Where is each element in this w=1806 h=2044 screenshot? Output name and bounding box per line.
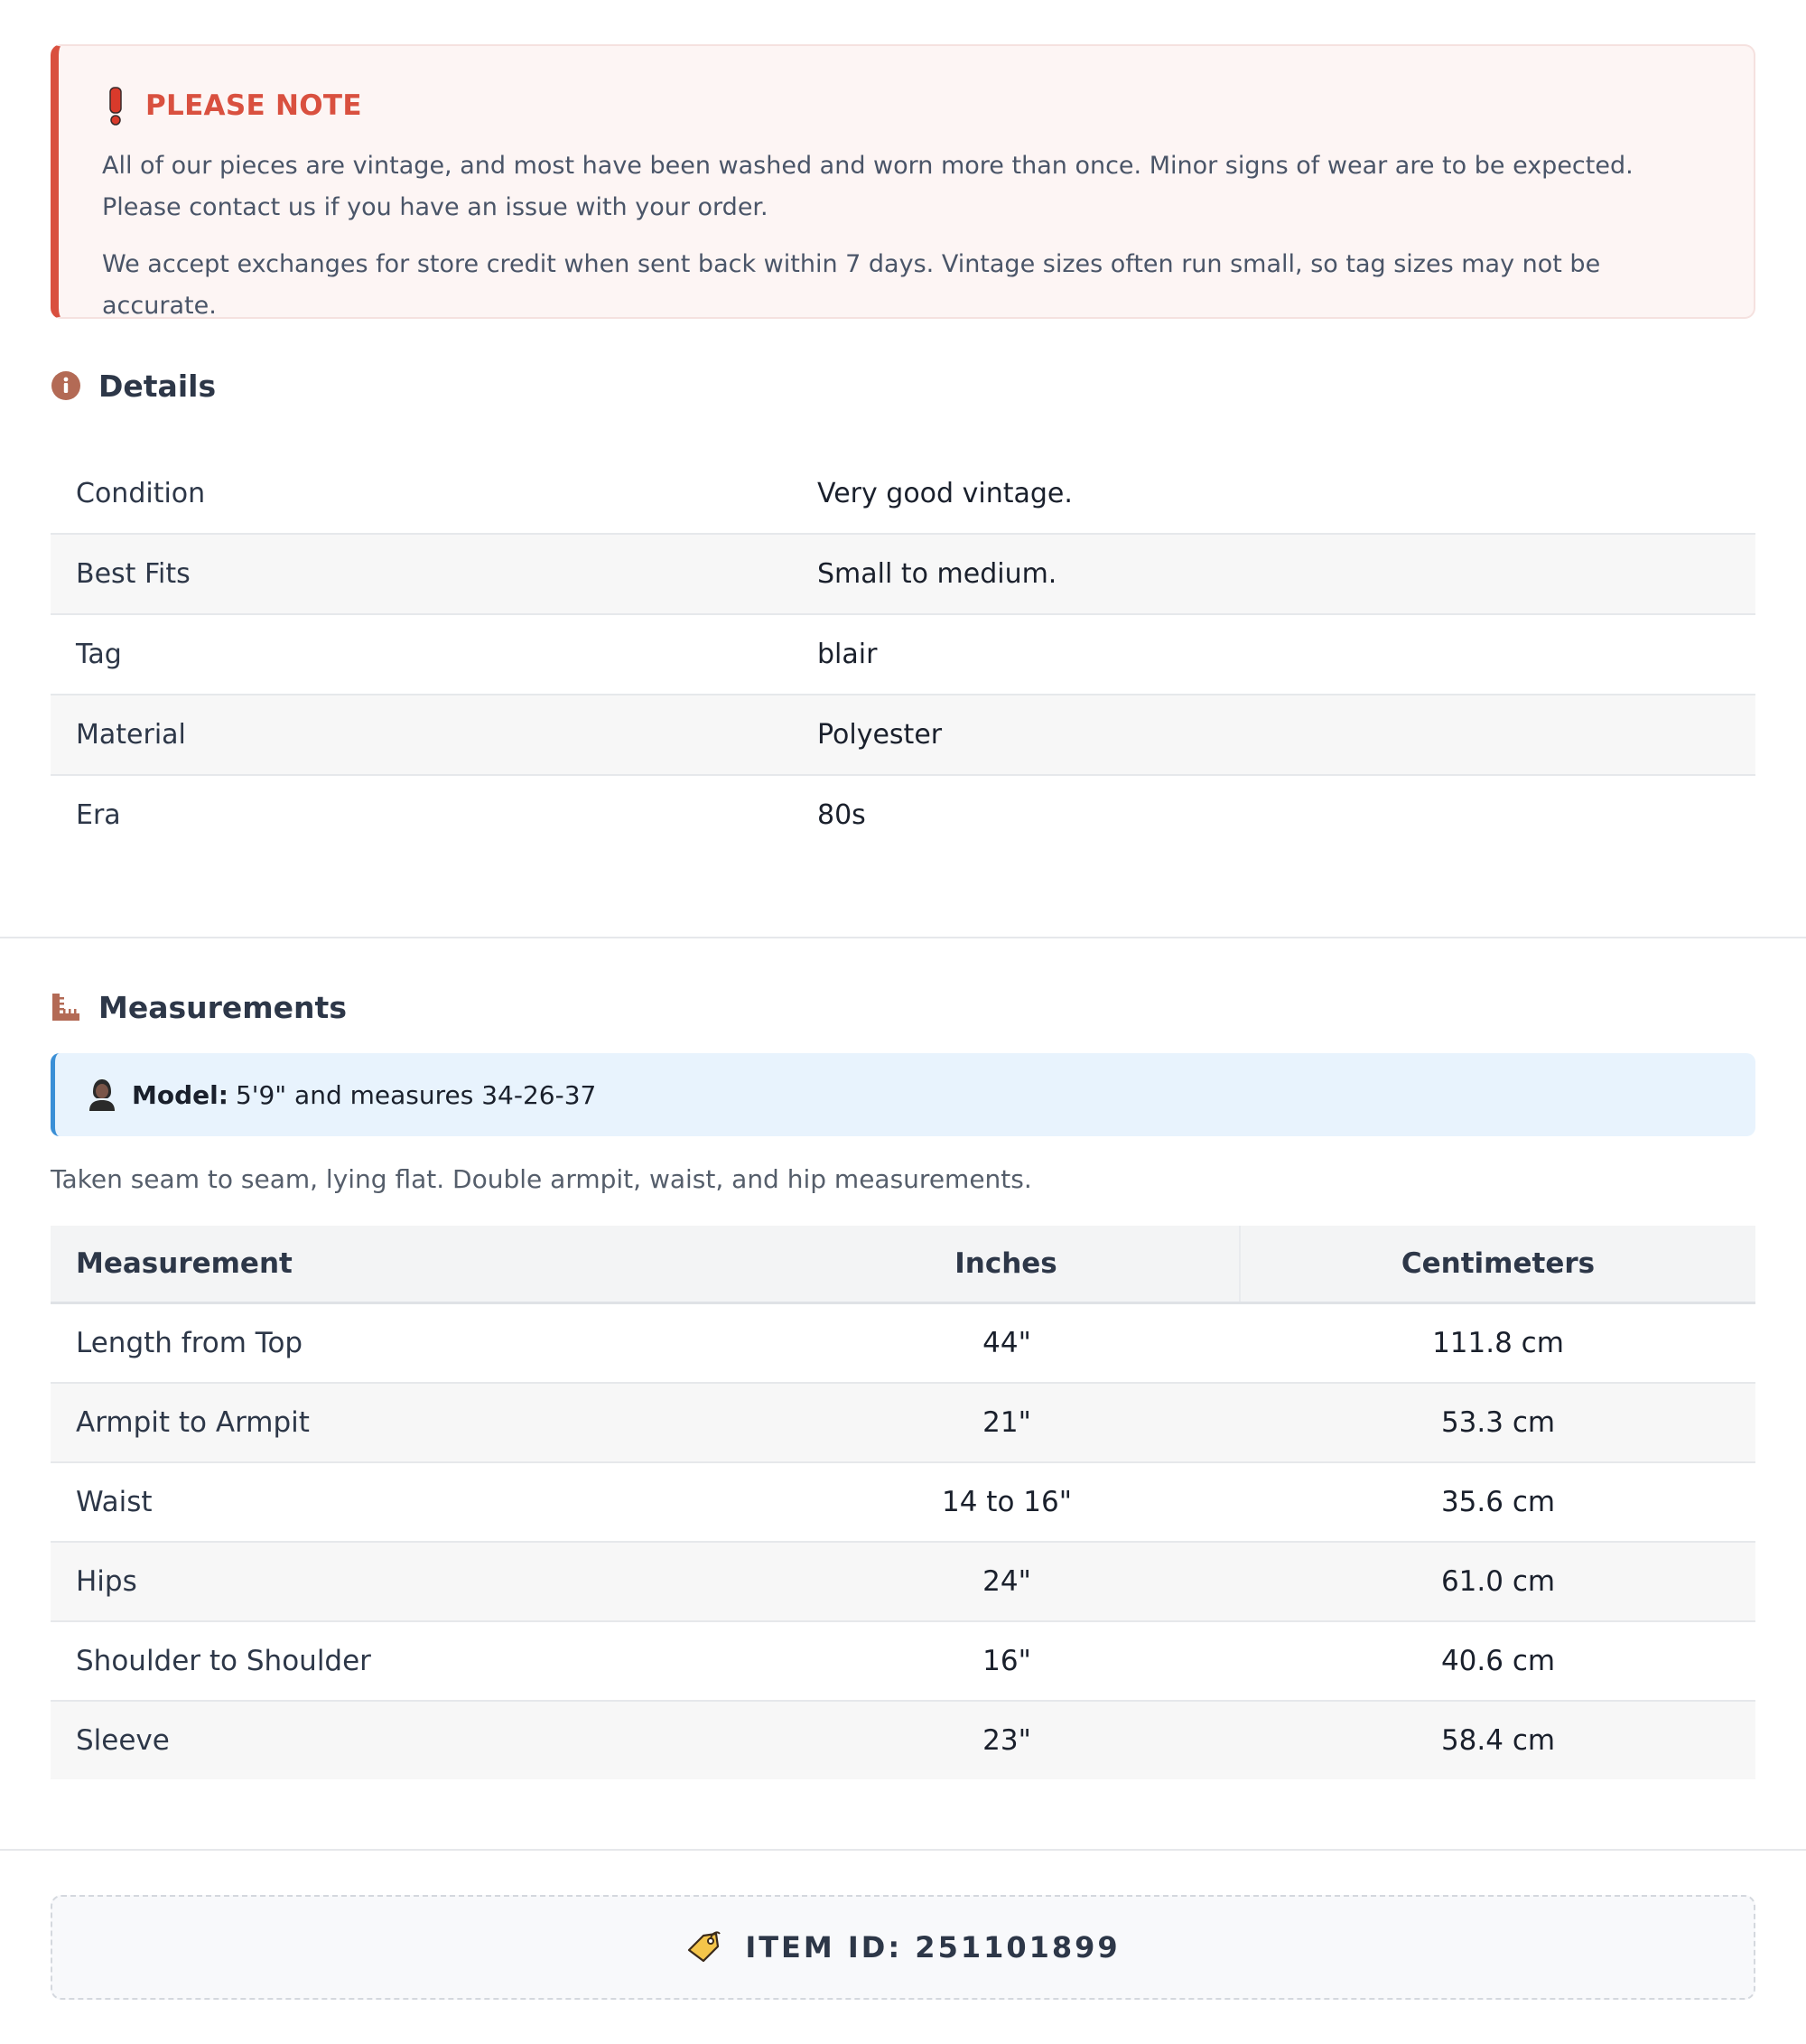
measurement-name: Shoulder to Shoulder (76, 1645, 371, 1677)
measurement-inches: 24" (982, 1565, 1031, 1598)
details-label: Condition (76, 478, 206, 509)
details-row (51, 454, 1755, 535)
details-label: Material (76, 719, 186, 751)
measurements-note: Taken seam to seam, lying flat. Double armpit, waist, and hip measurements. (51, 1164, 1032, 1194)
measurement-cm: 40.6 cm (1440, 1645, 1556, 1677)
table-header-row (51, 1226, 1755, 1304)
measurement-name: Sleeve (76, 1724, 170, 1757)
measurement-inches: 16" (982, 1645, 1031, 1677)
measurement-cm: 53.3 cm (1440, 1406, 1556, 1439)
measurement-inches: 44" (982, 1327, 1031, 1359)
notice-paragraph-1: All of our pieces are vintage, and most have been washed and worn more than once. Minor signs of wear are to be expected. Please contact us if you have an issue with your order. (102, 152, 1634, 221)
details-label: Tag (76, 639, 122, 670)
measurement-inches: 14 to 16" (942, 1486, 1072, 1518)
details-row (51, 695, 1755, 776)
details-table (51, 454, 1755, 854)
measurement-name: Armpit to Armpit (76, 1406, 310, 1439)
section-divider (0, 937, 1806, 938)
measurement-inches: 23" (982, 1724, 1031, 1757)
details-value: blair (817, 639, 878, 670)
ruler-icon (51, 992, 81, 1022)
details-row (51, 535, 1755, 615)
model-info-box (51, 1053, 1755, 1136)
person-icon (86, 1078, 118, 1112)
section-divider (0, 1849, 1806, 1851)
table-row (51, 1622, 1755, 1702)
measurements-table (51, 1226, 1755, 1779)
model-text: 5'9" and measures 34-26-37 (235, 1079, 597, 1110)
measurement-cm: 61.0 cm (1440, 1565, 1556, 1598)
notice-paragraph-2: We accept exchanges for store credit when sent back within 7 days. Vintage sizes often run small, so tag sizes may not be accurate. (102, 250, 1601, 320)
info-icon (51, 370, 81, 401)
item-id-box (51, 1895, 1755, 2000)
table-row (51, 1463, 1755, 1543)
table-row (51, 1384, 1755, 1463)
details-value: 80s (817, 799, 866, 831)
measurement-inches: 21" (982, 1406, 1031, 1439)
details-row (51, 615, 1755, 695)
measurement-name: Length from Top (76, 1327, 303, 1359)
notice-title-text: PLEASE NOTE (145, 89, 362, 122)
notice-title (102, 82, 1708, 129)
measurements-heading (51, 985, 347, 1030)
details-value: Polyester (817, 719, 943, 751)
please-note-banner (51, 44, 1755, 319)
measurement-cm: 111.8 cm (1432, 1327, 1564, 1359)
table-row (51, 1543, 1755, 1622)
measurement-name: Hips (76, 1565, 137, 1598)
table-row (51, 1702, 1755, 1779)
details-value: Very good vintage. (817, 478, 1073, 509)
exclamation-icon (106, 86, 126, 126)
details-label: Era (76, 799, 121, 831)
column-header-inches: Inches (773, 1226, 1241, 1302)
table-row (51, 1304, 1755, 1384)
measurements-heading-text: Measurements (98, 989, 347, 1025)
details-value: Small to medium. (817, 558, 1057, 590)
measurement-cm: 35.6 cm (1440, 1486, 1556, 1518)
column-header-centimeters: Centimeters (1401, 1247, 1596, 1280)
measurement-cm: 58.4 cm (1440, 1724, 1556, 1757)
column-header-measurement: Measurement (76, 1247, 293, 1280)
details-heading (51, 363, 1755, 408)
tag-icon (685, 1928, 723, 1966)
details-label: Best Fits (76, 558, 191, 590)
details-heading-text: Details (98, 368, 217, 404)
model-label: Model: (132, 1079, 228, 1110)
item-id-text: ITEM ID: 251101899 (745, 1930, 1121, 1965)
measurement-name: Waist (76, 1486, 153, 1518)
details-row (51, 776, 1755, 854)
